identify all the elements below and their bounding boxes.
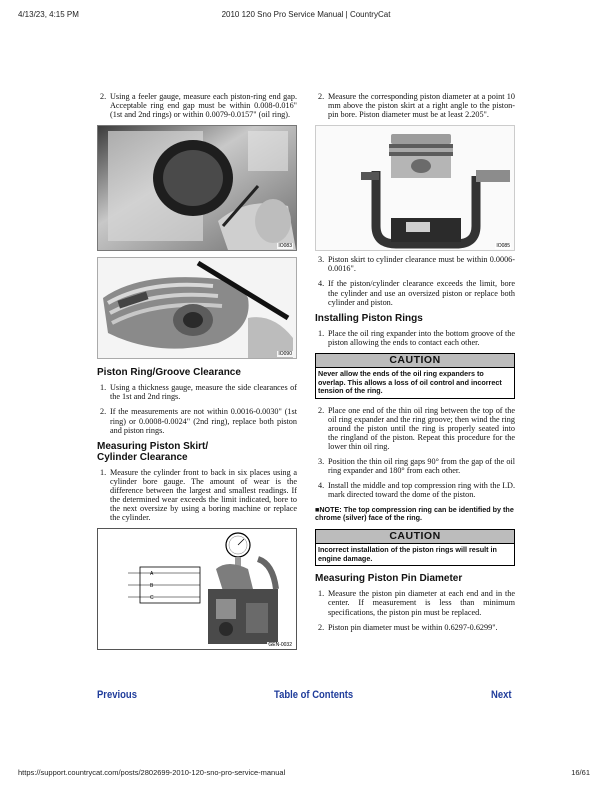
caution-title: CAUTION (316, 354, 514, 368)
note-compression-ring: ■NOTE: The top compression ring can be identified by the chrome (silver) face of the ring. (315, 504, 514, 523)
list-item: 2. Measure the corresponding piston diameter at a point 10 mm above the piston skirt at a right angle to the piston-pin bore. Piston diameter must be at least 2.205". (318, 92, 515, 120)
bore-label-b: B (150, 583, 154, 590)
figure-caption: GEN-0032 (268, 642, 292, 649)
section-heading-pin: Measuring Piston Pin Diameter (315, 573, 463, 585)
list-item: 1. Measure the cylinder front to back in six places using a cylinder bore gauge. The amount of wear is the difference between the largest and smallest readings. If the determined wear exceeds the limit indicated, bore to the next oversize by using a boring machine or replace the cylinder. (100, 467, 297, 523)
micrometer-illustration (316, 126, 514, 250)
right-column (315, 92, 515, 638)
print-page-number: 16/61 (571, 768, 590, 777)
section-heading-installing: Installing Piston Rings (315, 312, 423, 324)
list-item: 3. Piston skirt to cylinder clearance must be within 0.0006-0.0016". (318, 255, 515, 274)
figure-caption: IO085 (496, 243, 510, 250)
print-datetime: 4/13/23, 4:15 PM (18, 10, 79, 19)
caution-text: Never allow the ends of the oil ring expanders to overlap. This allows a loss of oil control and incorrect tension of the ring. (318, 368, 502, 396)
table-of-contents-link[interactable]: Table of Contents (274, 689, 354, 701)
print-url: https://support.countrycat.com/posts/2802699-2010-120-sno-pro-service-manual (18, 768, 286, 777)
bore-gauge-illustration (98, 529, 296, 649)
list-item: 1. Place the oil ring expander into the bottom groove of the piston allowing the ends to contact each other. (318, 328, 515, 347)
caution-title: CAUTION (316, 530, 514, 544)
figure-caption: IO083 (278, 243, 292, 250)
list-item: 2. Using a feeler gauge, measure each piston-ring end gap. Acceptable ring end gap must be within 0.008-0.016" (1st and 2nd rings) or within 0.0079-0.0157" (oil ring). (100, 92, 297, 120)
list-item: 4. If the piston/cylinder clearance exceeds the limit, bore the cylinder and use an oversized piston or replace both cylinder and piston. (318, 279, 515, 307)
bore-label-c: C (150, 595, 154, 602)
caution-text: Incorrect installation of the piston rings will result in engine damage. (318, 545, 497, 563)
list-item: 3. Position the thin oil ring gaps 90° from the gap of the oil ring expander and 180° from each other. (318, 457, 515, 476)
list-item: 2. Place one end of the thin oil ring between the top of the oil ring expander and the ring groove; then wind the ring around the piston until the ring is properly seated into the ringland of the piston. Repeat this procedure for the lower thin oil ring. (318, 405, 515, 452)
micrometer-photo (315, 125, 515, 251)
previous-link[interactable]: Previous (97, 689, 137, 701)
feeler-gauge-illustration (98, 126, 296, 250)
figure-caption: IO090 (278, 351, 292, 358)
bore-gauge-figure (97, 528, 297, 650)
print-title: 2010 120 Sno Pro Service Manual | CountryCat (221, 10, 391, 19)
list-item: 2. Piston pin diameter must be within 0.6297-0.6299". (318, 622, 498, 632)
list-item: 4. Install the middle and top compression ring with the I.D. mark directed toward the dome of the piston. (318, 481, 515, 500)
piston-thickness-gauge-illustration (98, 258, 296, 358)
caution-box-oil-ring (315, 353, 515, 399)
list-item: 1. Measure the piston pin diameter at each end and in the center. If measurement is less than minimum specifications, the piston pin must be replaced. (318, 589, 515, 617)
list-item: 1. Using a thickness gauge, measure the side clearances of the 1st and 2nd rings. (100, 383, 297, 402)
section-heading-groove: Piston Ring/Groove Clearance (97, 367, 241, 379)
bore-label-a: A (150, 571, 154, 578)
feeler-gauge-photo (97, 125, 297, 251)
caution-box-engine-damage (315, 529, 515, 566)
list-item: 2. If the measurements are not within 0.0016-0.0030" (1st ring) or 0.0008-0.0024" (2nd ring), replace both piston and piston rings. (100, 407, 297, 435)
section-heading-skirt: Measuring Piston Skirt/ Cylinder Clearance (97, 440, 209, 463)
ring-groove-photo (97, 257, 297, 359)
left-column (97, 92, 297, 650)
next-link[interactable]: Next (491, 689, 512, 701)
